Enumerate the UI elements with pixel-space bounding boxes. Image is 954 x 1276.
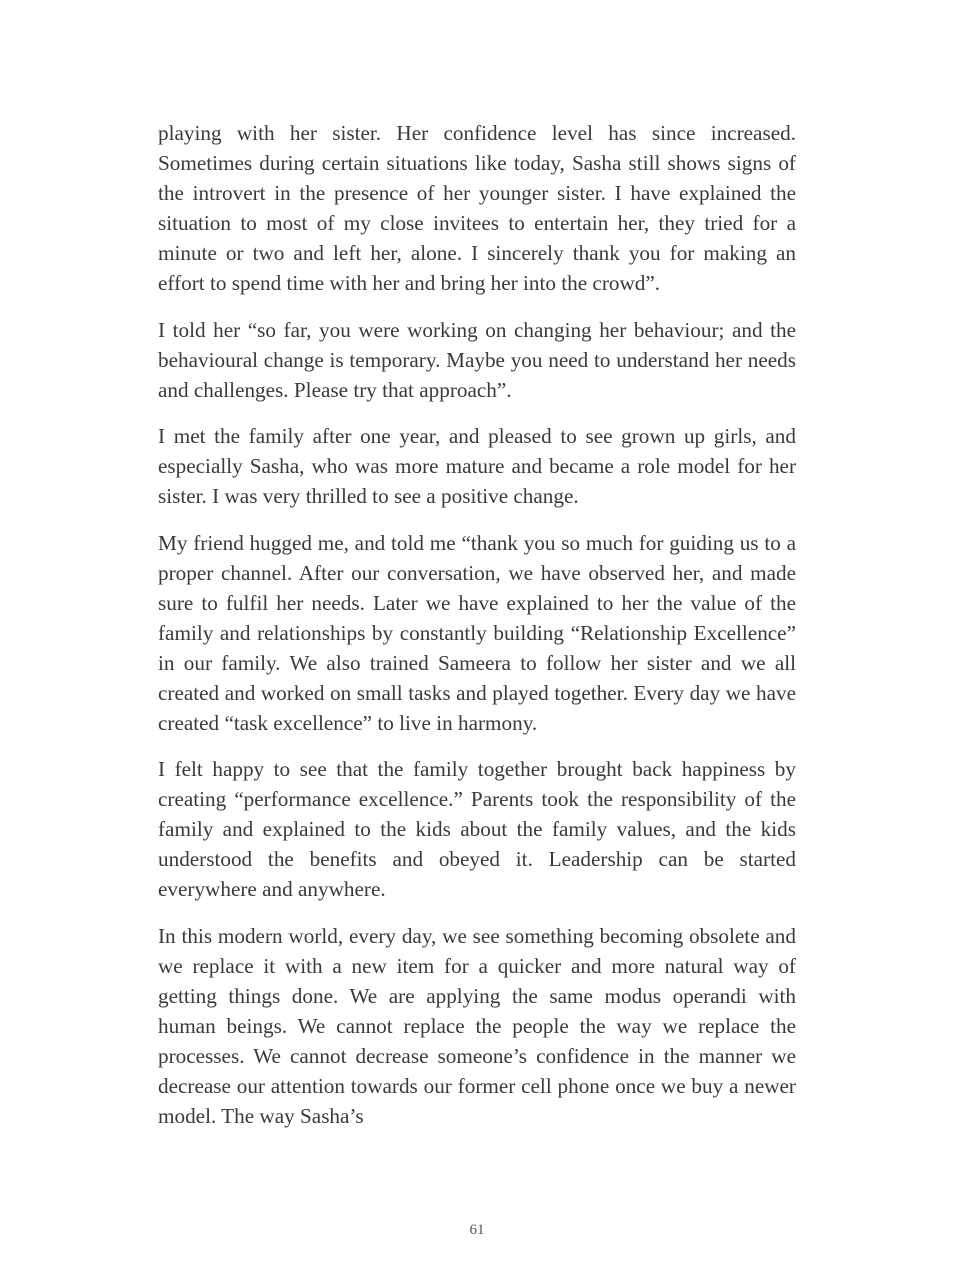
body-text [158, 118, 796, 1147]
paragraph: I met the family after one year, and pleased to see grown up girls, and especially Sasha, who was more mature and became a role model for her sister. I was very thrilled to see a positive change. [158, 424, 796, 508]
paragraph: I felt happy to see that the family together brought back happiness by creating “performance excellence.” Parents took the responsibility of the family and explained to the kids about the family values, and the kids understood the benefits and obeyed it. Leadership can be started everywhere and anywhere. [158, 757, 796, 901]
paragraph: playing with her sister. Her confidence level has since increased. Sometimes during certain situations like today, Sasha still shows signs of the introvert in the presence of her younger sister. I have explained the situation to most of my close invitees to entertain her, they tried for a minute or two and left her, alone. I sincerely thank you for making an effort to spend time with her and bring her into the crowd”. [158, 121, 796, 295]
page-number: 61 [469, 1222, 485, 1238]
paragraph: My friend hugged me, and told me “thank you so much for guiding us to a proper channel. After our conversation, we have observed her, and made sure to fulfil her needs. Later we have explained to her the value of the family and relationships by constantly building “Relationship Excellence” in our family. We also trained Sameera to follow her sister and we all created and worked on small tasks and played together. Every day we have created “task excellence” to live in harmony. [158, 530, 796, 735]
paragraph: In this modern world, every day, we see something becoming obsolete and we replace it with a new item for a quicker and more natural way of getting things done. We are applying the same modus operandi with human beings. We cannot replace the people the way we replace the processes. We cannot decrease someone’s confidence in the manner we decrease our attention towards our former cell phone once we buy a newer model. The way Sasha’s [158, 923, 796, 1128]
paragraph: I told her “so far, you were working on changing her behaviour; and the behavioural change is temporary. Maybe you need to understand her needs and challenges. Please try that approach”. [158, 317, 796, 402]
